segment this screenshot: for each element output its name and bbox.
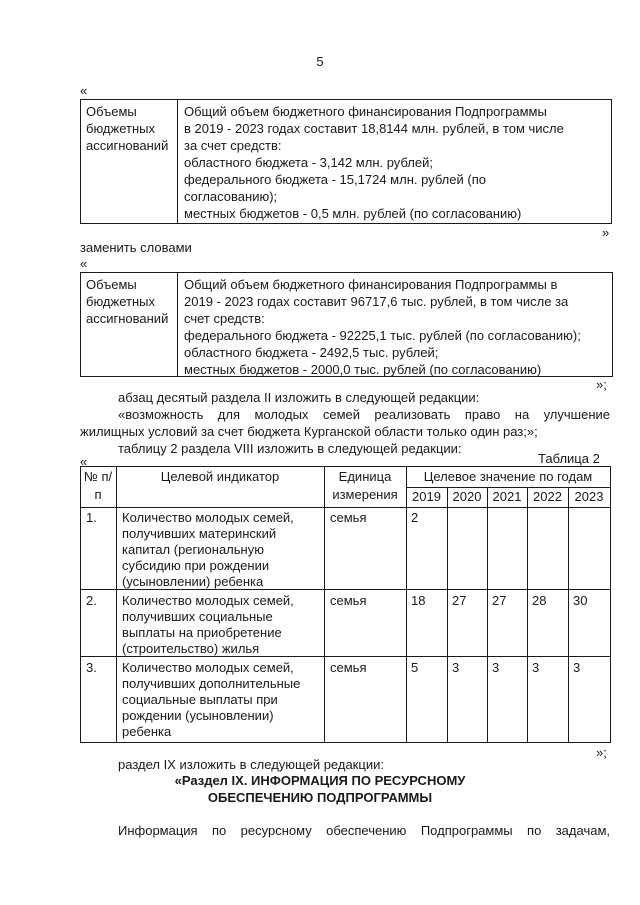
new-funding-table [80,272,613,377]
old-funding-label [81,100,178,223]
row-num: 2. [86,593,97,608]
open-quote: « [80,256,88,271]
old-funding-table [80,99,612,224]
row-indicator-line: рождении (усыновлении) [122,708,274,723]
header-unit-line1: Единица [338,469,392,484]
row-value: 18 [411,593,426,608]
close-quote: » [602,225,610,240]
text-line: Общий объем бюджетного финансирования Подпрограммы в [184,277,558,292]
row-indicator-line: получивших материнский [122,526,277,541]
row-value: 27 [492,593,507,608]
row-indicator-line: выплаты на приобретение [122,625,282,640]
row-unit: семья [330,510,367,525]
row-indicator-line: ребенка [122,724,172,739]
label-line: Объемы [86,104,137,119]
row-value: 3 [573,660,581,675]
table-border [80,742,611,743]
row-unit: семья [330,593,367,608]
table-border [487,487,488,743]
text-line: в 2019 - 2023 годах составит 18,8144 млн. рублей, в том числе [184,121,564,136]
row-indicator-line: (строительство) жилья [122,641,260,656]
row-indicator-line: Количество молодых семей, [122,510,294,525]
paragraph-tenth: абзац десятый раздела II изложить в следующей редакции: [118,390,480,405]
text-line: согласованию); [184,189,278,204]
label-line: бюджетных [86,121,155,136]
table-border [80,466,81,743]
row-value: 27 [452,593,467,608]
table-border [116,466,117,743]
table-border [80,507,611,508]
text-line: областного бюджета - 2492,5 тыс. рублей; [184,345,439,360]
text-line: за счет средств: [184,138,282,153]
header-year: 2023 [574,489,604,504]
row-value: 5 [411,660,419,675]
row-num: 1. [86,510,97,525]
new-funding-text [179,273,612,376]
text-line: местных бюджетов - 0,5 млн. рублей (по согласованию) [184,206,522,221]
paragraph-quote-line1: «возможность для молодых семей реализовать право на улучшение [118,407,610,422]
row-indicator-line: (усыновлении) ребенка [122,574,264,589]
row-indicator-line: получивших социальные [122,609,273,624]
label-line: ассигнований [86,138,169,153]
row-value: 2 [411,510,419,525]
replace-with-text: заменить словами [80,240,192,255]
row-unit: семья [330,660,367,675]
paragraph-quote-line2: жилищных условий за счет бюджета Курганской области только один раз;»; [80,424,538,439]
header-num-line1: № п/ [83,469,113,484]
row-value: 30 [573,593,588,608]
close-quote-semicolon: »; [596,377,607,392]
row-value: 3 [532,660,540,675]
paragraph-resource-info: Информация по ресурсному обеспечению Подпрограммы по задачам, [118,823,610,838]
table-border [568,487,569,743]
table-border [610,466,611,743]
row-indicator-line: Количество молодых семей, [122,593,294,608]
table-border [447,487,448,743]
row-num: 3. [86,660,97,675]
paragraph-table2: таблицу 2 раздела VIII изложить в следующей редакции: [118,441,462,456]
label-line: Объемы [86,277,137,292]
indicators-table [80,466,611,743]
row-indicator-line: получивших дополнительные [122,676,301,691]
table-border [527,487,528,743]
paragraph-section9: раздел IX изложить в следующей редакции: [118,757,384,772]
header-unit-line2: измерения [332,487,398,502]
row-indicator-line: субсидию при рождении [122,558,270,573]
open-quote: « [80,83,88,98]
text-line: федерального бюджета - 92225,1 тыс. рублей (по согласованию); [184,328,581,343]
row-value: 3 [492,660,500,675]
label-line: бюджетных [86,294,155,309]
header-indicator: Целевой индикатор [160,469,280,484]
header-num-line2: п [94,487,102,502]
text-line: Общий объем бюджетного финансирования Подпрограммы [184,104,547,119]
row-value: 3 [452,660,460,675]
row-value: 28 [532,593,547,608]
open-quote: « [80,454,88,469]
table-border [406,466,407,743]
header-year: 2020 [452,489,482,504]
label-line: ассигнований [86,311,169,326]
page-number: 5 [316,54,324,69]
text-line: счет средств: [184,311,265,326]
section-heading-line2: ОБЕСПЕЧЕНИЮ ПОДПРОГРАММЫ [207,790,433,805]
close-quote-semicolon: »; [596,745,607,760]
row-indicator-line: капитал (региональную [122,542,264,557]
text-line: местных бюджетов - 2000,0 тыс. рублей (по согласованию) [184,362,542,377]
old-funding-text [179,100,611,223]
row-indicator-line: Количество молодых семей, [122,660,294,675]
header-year: 2022 [533,489,562,504]
new-funding-label [81,273,178,376]
table-border [80,466,611,467]
header-year: 2019 [412,489,441,504]
text-line: федерального бюджета - 15,1724 млн. рублей (по [184,172,486,187]
text-line: 2019 - 2023 годах составит 96717,6 тыс. рублей, в том числе за [184,294,569,309]
section-heading-line1: «Раздел IX. ИНФОРМАЦИЯ ПО РЕСУРСНОМУ [174,773,466,788]
table-border [324,466,325,743]
header-year: 2021 [492,489,522,504]
table-caption: Таблица 2 [538,451,600,466]
text-line: областного бюджета - 3,142 млн. рублей; [184,155,433,170]
header-target: Целевое значение по годам [423,469,593,484]
row-indicator-line: социальные выплаты при [122,692,278,707]
